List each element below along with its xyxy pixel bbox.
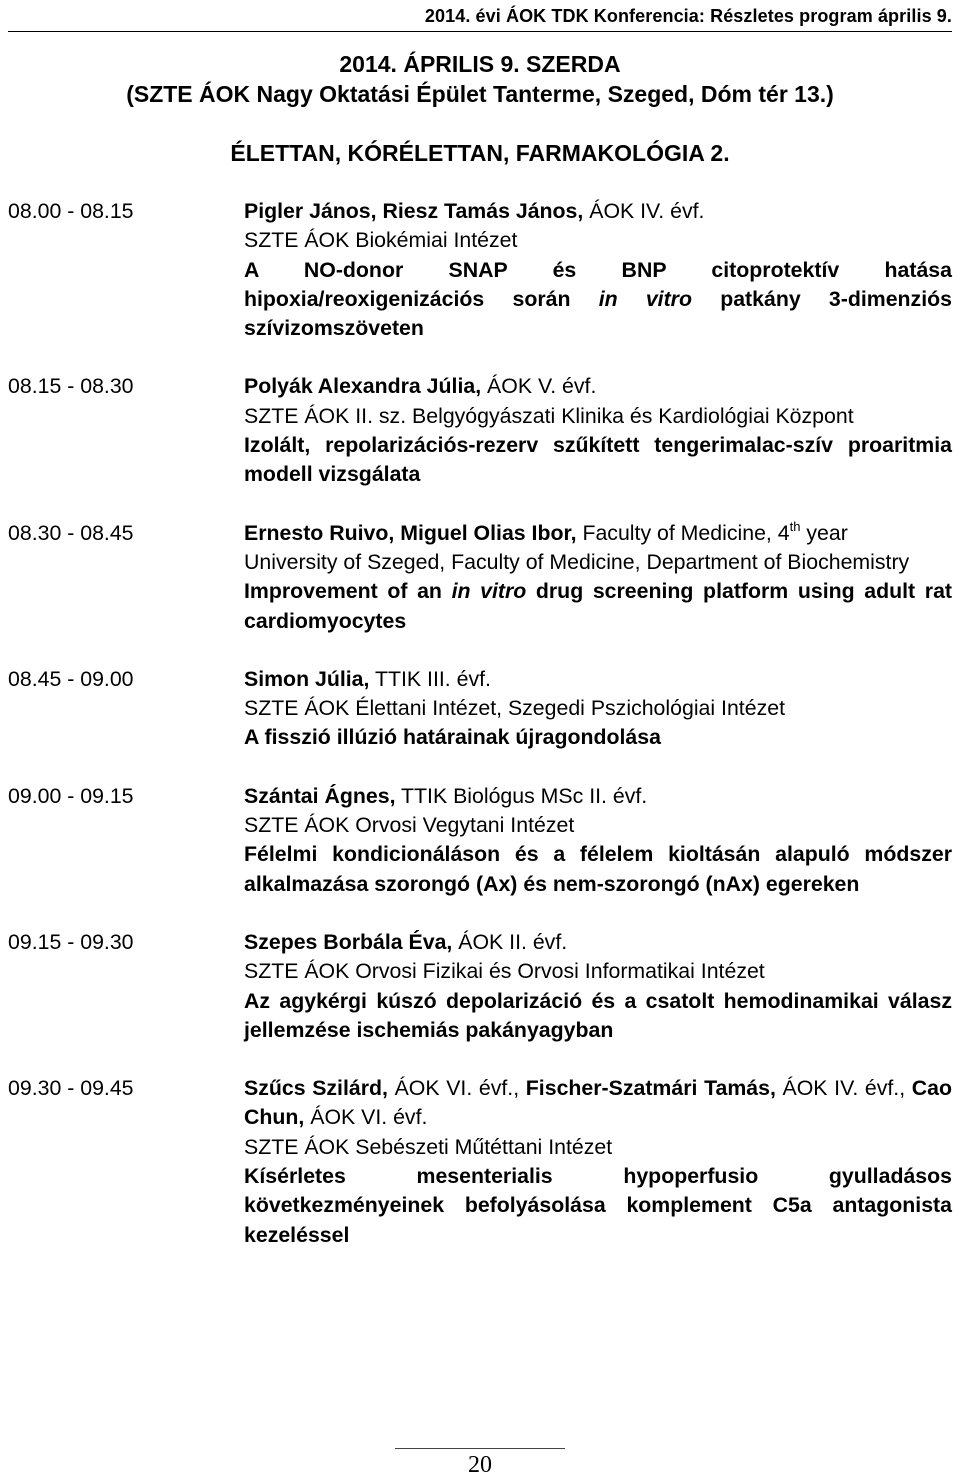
title-italic-part: in vitro [451, 579, 527, 604]
entry-details [244, 782, 952, 899]
entry-details [244, 372, 952, 489]
authors [244, 197, 952, 226]
author-affiliation: ÁOK VI. évf., [387, 1076, 520, 1101]
program-entry [8, 519, 952, 636]
author-names: Cao Chun, [244, 1076, 953, 1130]
entry-details [244, 197, 952, 343]
institute: University of Szeged, Faculty of Medicine, Department of Biochemistry [244, 549, 910, 574]
running-header: 2014. évi ÁOK TDK Konferencia: Részletes program április 9. [8, 6, 952, 32]
authors [244, 372, 952, 401]
venue-heading: (SZTE ÁOK Nagy Oktatási Épület Tanterme, Szeged, Dóm tér 13.) [126, 81, 834, 107]
presentation-title [244, 256, 952, 344]
entry-details [244, 665, 952, 753]
author-names: Polyák Alexandra Júlia, [244, 374, 482, 399]
institute: SZTE ÁOK Biokémiai Intézet [244, 228, 518, 253]
author-affiliation: ÁOK IV. évf. [583, 199, 705, 223]
presentation-title: A fisszió illúzió határainak újragondolása [244, 725, 661, 750]
time-slot: 09.00 - 09.15 [8, 783, 134, 808]
page-number: 20 [468, 1452, 492, 1478]
presentation-title: Izolált, repolarizációs-rezerv szűkített tengerimalac-szív proaritmia modell vizsgálata [244, 433, 952, 487]
authors [244, 665, 952, 694]
author-names: Szepes Borbála Éva, [244, 929, 453, 954]
program-entry [8, 372, 952, 489]
author-affiliation: Faculty of Medicine, 4 [576, 520, 790, 545]
program-entry [8, 197, 952, 343]
author-affiliation: ÁOK IV. évf., [775, 1076, 906, 1101]
presentation-title: Az agykérgi kúszó depolarizáció és a csatolt hemodinamikai válasz jellemzése ischemiás pakányagyban [244, 988, 952, 1042]
authors [244, 519, 952, 548]
ordinal-suffix: th [789, 518, 801, 534]
institute: SZTE ÁOK Orvosi Vegytani Intézet [244, 813, 575, 838]
author-year: year [800, 520, 848, 545]
entry-details [244, 928, 952, 1045]
title-italic-part: in vitro [598, 286, 692, 311]
author-affiliation: ÁOK VI. évf. [304, 1105, 428, 1130]
author-affiliation: ÁOK II. évf. [452, 929, 568, 954]
institute: SZTE ÁOK Orvosi Fizikai és Orvosi Informatikai Intézet [244, 959, 765, 984]
author-affiliation: ÁOK V. évf. [481, 374, 597, 399]
author-names: Simon Júlia, [244, 666, 370, 691]
entry-details [244, 519, 952, 636]
institute: SZTE ÁOK Sebészeti Műtéttani Intézet [244, 1134, 613, 1159]
author-affiliation: TTIK Biológus MSc II. évf. [395, 783, 648, 808]
authors [244, 1074, 952, 1133]
footer-divider [395, 1448, 565, 1449]
author-affiliation: TTIK III. évf. [369, 666, 491, 691]
program-entries [8, 197, 952, 1250]
program-entry [8, 1074, 952, 1250]
day-date-heading: 2014. ÁPRILIS 9. SZERDA [339, 51, 621, 77]
title-part: drug screening platform using adult rat cardiomyocytes [244, 579, 953, 633]
section-title: ÉLETTAN, KÓRÉLETTAN, FARMAKOLÓGIA 2. [230, 140, 730, 166]
author-names: Ernesto Ruivo, Miguel Olias Ibor, [244, 520, 577, 545]
time-slot: 08.15 - 08.30 [8, 374, 134, 399]
presentation-title [244, 577, 952, 636]
author-names: Szűcs Szilárd, [244, 1076, 388, 1101]
presentation-title: Kísérletes mesenterialis hypoperfusio gyulladásos következményeinek befolyásolása komplement C5a antagonista kezeléssel [244, 1164, 952, 1247]
time-slot: 09.30 - 09.45 [8, 1076, 134, 1101]
program-entry [8, 928, 952, 1045]
program-entry [8, 782, 952, 899]
authors [244, 928, 952, 957]
time-slot: 08.30 - 08.45 [8, 520, 134, 545]
time-slot: 08.45 - 09.00 [8, 666, 134, 691]
author-names: Fischer-Szatmári Tamás, [519, 1076, 776, 1101]
time-slot: 09.15 - 09.30 [8, 929, 134, 954]
institute: SZTE ÁOK Élettani Intézet, Szegedi Pszichológiai Intézet [244, 696, 785, 721]
title-part: A NO-donor SNAP és BNP citoprotektív hatása hipoxia/reoxigenizációs során [244, 257, 952, 311]
title-part: patkány 3-dimenziós szívizomszöveten [244, 286, 952, 341]
authors [244, 782, 952, 811]
institute: SZTE ÁOK II. sz. Belgyógyászati Klinika és Kardiológiai Központ [244, 403, 854, 428]
author-names: Pigler János, Riesz Tamás János, [244, 199, 584, 223]
time-slot: 08.00 - 08.15 [8, 199, 134, 223]
author-names: Szántai Ágnes, [244, 783, 396, 808]
program-entry [8, 665, 952, 753]
title-part: Improvement of an [244, 579, 452, 604]
presentation-title: Félelmi kondicionáláson és a félelem kioltásán alapuló módszer alkalmazása szorongó (Ax) és nem-szorongó (nAx) egereken [244, 842, 952, 896]
entry-details [244, 1074, 952, 1250]
